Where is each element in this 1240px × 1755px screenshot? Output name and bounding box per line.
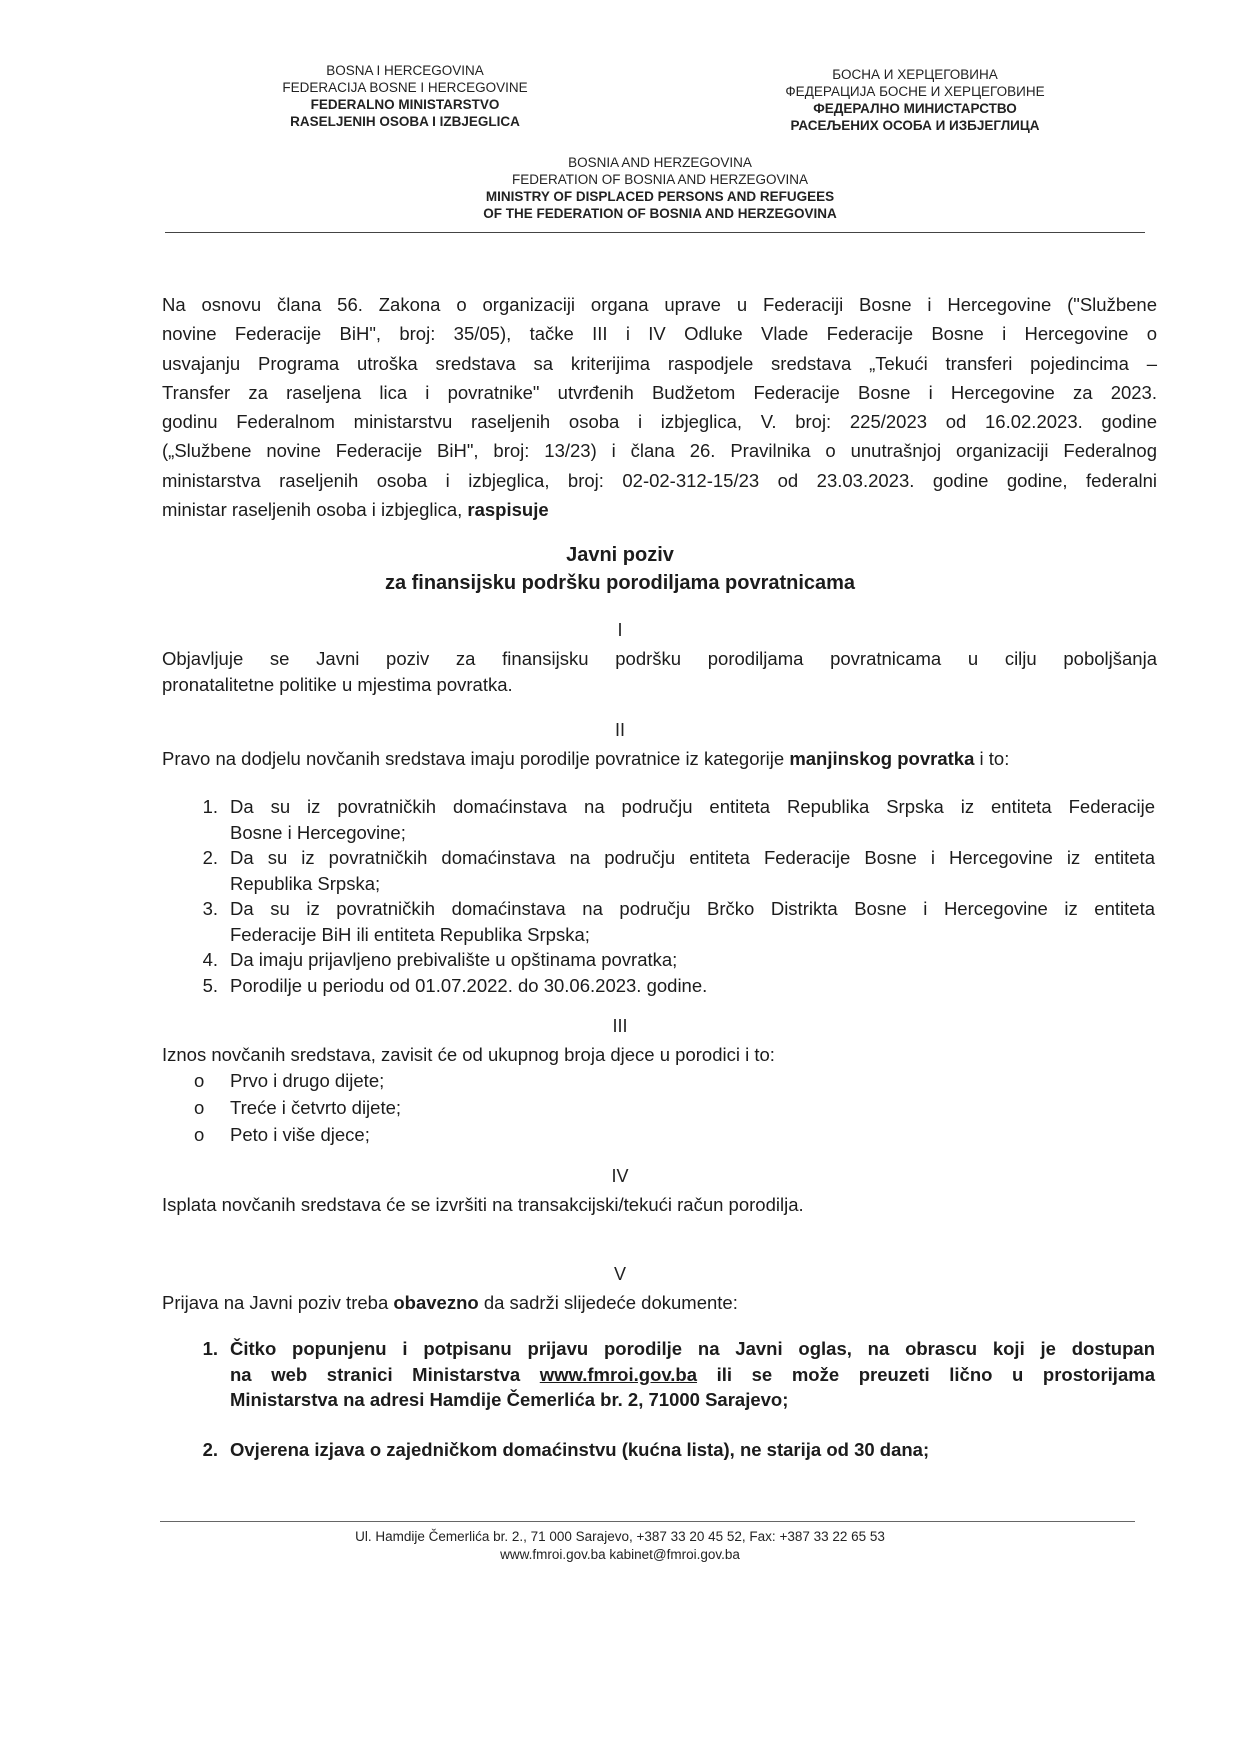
header-right-line: РАСЕЉЕНИХ ОСОБА И ИЗБЈЕГЛИЦА (790, 118, 1040, 133)
document-title: Javni poziv (566, 544, 674, 566)
header-divider (165, 232, 1145, 233)
list-item (190, 845, 1155, 896)
section-number-2: II (614, 720, 625, 740)
intro-line: godinu Federalnom ministarstvu raseljenih osoba i izbjeglica, V. broj: 225/2023 od 16.02.2023. godine (162, 411, 1157, 433)
list-item-line (230, 1362, 1155, 1388)
intro-line: („Službene novine Federacije BiH", broj: 13/23) i člana 26. Pravilnika o unutrašnjoj organizaciji Federalnog (162, 440, 1157, 462)
list-item-line: Porodilje u periodu od 01.07.2022. do 30.06.2023. godine. (230, 974, 708, 996)
list-item-line: Da su iz povratničkih domaćinstava na području entiteta Federacije Bosne i Hercegovine iz entiteta (230, 847, 1155, 868)
header-center (420, 154, 900, 222)
intro-last-prefix: ministar raseljenih osoba i izbjeglica, (162, 499, 468, 521)
section-4-text: Isplata novčanih sredstava će se izvršiti na transakcijski/tekući račun porodilja. (162, 1194, 804, 1215)
list-item-line: Federacije BiH ili entiteta Republika Srpska; (230, 923, 590, 945)
bullet-icon: o (194, 1070, 205, 1091)
list-item-line: Republika Srpska; (230, 872, 381, 894)
ministry-website-link[interactable]: www.fmroi.gov.ba (539, 1363, 698, 1385)
bullet-icon: o (194, 1124, 205, 1145)
header-center-line: FEDERATION OF BOSNIA AND HERZEGOVINA (511, 172, 809, 187)
list-item-line-prefix: na web stranici Ministarstva (230, 1363, 540, 1385)
list-item-number: 1. (202, 796, 218, 817)
intro-last-line (162, 495, 1157, 524)
intro-line: Na osnovu člana 56. Zakona o organizaciji organa uprave u Federaciji Bosne i Hercegovine ("Službene (162, 294, 1157, 315)
header-left-line: RASELJENIH OSOBA I IZBJEGLICA (290, 114, 520, 129)
section-2-prefix: Pravo na dodjelu novčanih sredstava imaju porodilje povratnice iz kategorije (162, 748, 790, 769)
list-item-line: Da su iz povratničkih domaćinstava na području entiteta Republika Srpska iz entiteta Federacije (230, 796, 1155, 817)
section-2-suffix: i to: (974, 748, 1010, 769)
footer-contact: www.fmroi.gov.ba kabinet@fmroi.gov.ba (500, 1547, 740, 1562)
section-3-list (190, 1067, 401, 1148)
header-left-line: BOSNA I HERCEGOVINA (326, 63, 484, 78)
list-item-line: Da su iz povratničkih domaćinstava na području Brčko Distrikta Bosne i Hercegovine iz entiteta (230, 898, 1155, 919)
section-2-text (162, 746, 1157, 772)
list-item (190, 794, 1155, 845)
list-item-line: Bosne i Hercegovine; (230, 821, 406, 843)
list-item (190, 896, 1155, 947)
section-number-1: I (617, 620, 623, 640)
list-item-line-suffix: ili se može preuzeti lično u prostorijama (697, 1363, 1155, 1385)
section-5-list (190, 1336, 1155, 1462)
list-item (190, 947, 1155, 973)
header-center-line: MINISTRY OF DISPLACED PERSONS AND REFUGEES (485, 189, 835, 204)
intro-line: ministarstva raseljenih osoba i izbjeglica, broj: 02-02-312-15/23 od 23.03.2023. godine godine, federalni (162, 469, 1157, 491)
list-item (190, 1336, 1155, 1413)
header-right-line: ФЕДЕРАЦИЈА БОСНЕ И ХЕРЦЕГОВИНЕ (785, 84, 1045, 99)
section-3-text: Iznos novčanih sredstava, zavisit će od ukupnog broja djece u porodici i to: (162, 1044, 775, 1065)
list-item-number: 5. (202, 974, 218, 996)
section-number-3: III (612, 1016, 628, 1036)
list-item-line: Ministarstva na adresi Hamdije Čemerlića br. 2, 71000 Sarajevo; (230, 1389, 789, 1410)
document-subtitle: za finansijsku podršku porodiljama povratnicama (384, 572, 856, 594)
intro-line: novine Federacije BiH", broj: 35/05), tačke III i IV Odluke Vlade Federacije Bosne i Hercegovine o (162, 323, 1157, 345)
list-item-text: Peto i više djece; (230, 1124, 370, 1145)
section-1-text (162, 646, 1157, 698)
section-number-4: IV (611, 1166, 629, 1186)
header-left-line: FEDERALNO MINISTARSTVO (310, 97, 500, 112)
header-right-line: ФЕДЕРАЛНО МИНИСТАРСТВО (813, 101, 1017, 116)
section-5-suffix: da sadrži slijedeće dokumente: (478, 1292, 738, 1313)
list-item-line: Čitko popunjenu i potpisanu prijavu porodilje na Javni oglas, na obrascu koji je dostupan (230, 1338, 1155, 1359)
list-item-number: 1. (202, 1338, 218, 1359)
section-2-list (190, 794, 1155, 998)
section-5-bold: obavezno (393, 1292, 479, 1313)
header-left-line: FEDERACIJA BOSNE I HERCEGOVINE (282, 80, 528, 95)
list-item-number: 2. (202, 847, 218, 868)
list-item-text: Prvo i drugo dijete; (230, 1070, 385, 1091)
header-center-line: OF THE FEDERATION OF BOSNIA AND HERZEGOVINA (483, 206, 837, 221)
list-item (190, 1437, 1155, 1463)
list-item-number: 2. (202, 1438, 218, 1460)
section-5-prefix: Prijava na Javni poziv treba (162, 1292, 394, 1313)
header-right (720, 66, 1110, 134)
intro-line: usvajanju Programa utroška sredstava sa kriterijima raspodjele sredstava „Tekući transferi pojedincima – (162, 352, 1157, 374)
list-item-number: 3. (202, 898, 218, 919)
list-item (190, 973, 1155, 999)
list-item-line: Ovjerena izjava o zajedničkom domaćinstvu (kućna lista), ne starija od 30 dana; (230, 1438, 930, 1460)
list-item-text: Treće i četvrto dijete; (230, 1097, 402, 1118)
section-number-5: V (613, 1264, 626, 1284)
intro-paragraph (162, 290, 1157, 524)
list-item (190, 1121, 401, 1148)
section-5-text (162, 1290, 1157, 1316)
section-2-bold: manjinskog povratka (789, 748, 975, 769)
section-1-line: Objavljuje se Javni poziv za finansijsku podršku porodiljama povratnicama u cilju poboljšanja (162, 648, 1157, 669)
list-item (190, 1094, 401, 1121)
footer-divider (160, 1521, 1135, 1522)
header-left (230, 62, 580, 130)
intro-line: Transfer za raseljena lica i povratnike" utvrđenih Budžetom Federacije Bosne i Hercegovine za 2023. (162, 381, 1157, 403)
section-1-line: pronatalitetne politike u mjestima povratka. (162, 674, 513, 695)
list-item-number: 4. (202, 949, 218, 970)
footer-address: Ul. Hamdije Čemerlića br. 2., 71 000 Sarajevo, +387 33 20 45 52, Fax: +387 33 22 65 53 (355, 1529, 885, 1544)
list-item (190, 1067, 401, 1094)
intro-last-bold: raspisuje (467, 499, 549, 521)
header-right-line: БОСНА И ХЕРЦЕГОВИНА (832, 67, 998, 82)
header-center-line: BOSNIA AND HERZEGOVINA (568, 155, 752, 170)
bullet-icon: o (194, 1097, 205, 1118)
list-item-line: Da imaju prijavljeno prebivalište u opštinama povratka; (230, 949, 678, 970)
